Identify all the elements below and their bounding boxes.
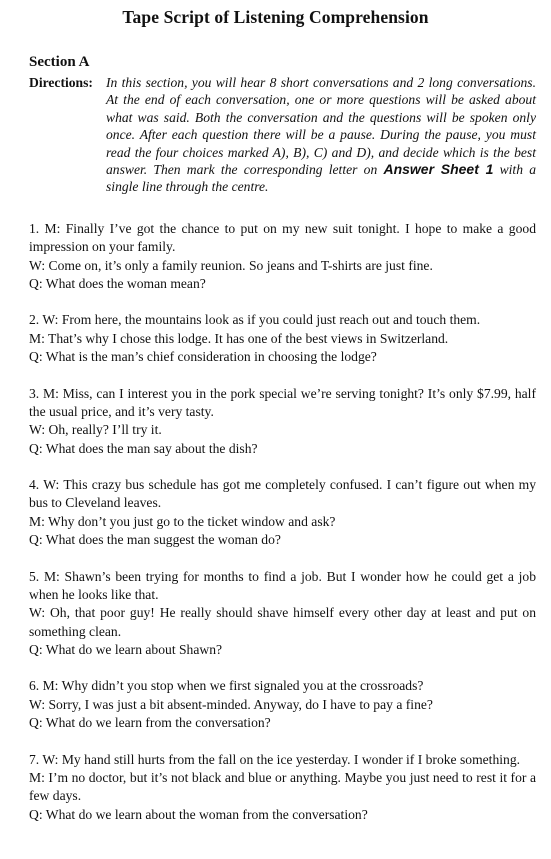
conversation-1 — [29, 220, 536, 293]
directions-text — [106, 74, 536, 196]
question-line: Q: What do we learn from the conversation? — [29, 715, 271, 731]
question-line: Q: What is the man’s chief consideration in choosing the lodge? — [29, 349, 377, 365]
answer-sheet-label: Answer Sheet 1 — [383, 161, 494, 178]
conversation-6 — [29, 677, 536, 732]
conversation-line: M: That’s why I chose this lodge. It has one of the best views in Switzerland. — [29, 330, 449, 346]
conversation-line: 6. M: Why didn’t you stop when we first signaled you at the crossroads? — [29, 678, 424, 694]
directions-text-part-1: In this section, you will hear 8 short conversations and 2 long conversations. At the end of each conversation, one or more questions will be asked about what was said. Both the conversation and the questions will be spoken only once. After each question there will be a pause. During the pause, you must read the four choices marked A), B), C) and D), and decide which is the best answer. Then mark the corresponding letter on — [106, 75, 536, 178]
directions-label: Directions: — [29, 75, 93, 90]
conversation-line: 3. M: Miss, can I interest you in the pork special we’re serving tonight? It’s only $7.99, half the usual price, and it’s very tasty. — [29, 385, 536, 419]
directions-block — [29, 74, 536, 196]
conversation-3 — [29, 385, 536, 458]
question-line: Q: What does the man say about the dish? — [29, 440, 258, 456]
conversation-line: 1. M: Finally I’ve got the chance to put on my new suit tonight. I hope to make a good impression on your family. — [29, 221, 536, 255]
conversation-4 — [29, 476, 536, 549]
conversation-2 — [29, 311, 536, 366]
conversation-list — [29, 220, 536, 842]
question-line: Q: What do we learn about Shawn? — [29, 641, 223, 657]
question-line: Q: What does the woman mean? — [29, 275, 206, 291]
directions-text-part-2: with a single line through the centre. — [106, 162, 536, 195]
conversation-line: M: I’m no doctor, but it’s not black and blue or anything. Maybe you just need to rest it for a few days. — [29, 769, 536, 804]
conversation-line: 2. W: From here, the mountains look as if you could just reach out and touch them. — [29, 312, 481, 328]
document-title: Tape Script of Listening Comprehension — [122, 7, 429, 27]
conversation-line: W: Oh, really? I’ll try it. — [29, 422, 162, 438]
section-heading: Section A — [29, 54, 90, 70]
conversation-line: W: Come on, it’s only a family reunion. So jeans and T-shirts are just fine. — [29, 257, 433, 273]
conversation-line: 7. W: My hand still hurts from the fall on the ice yesterday. I wonder if I broke something. — [29, 751, 521, 767]
conversation-7 — [29, 751, 536, 824]
question-line: Q: What do we learn about the woman from the conversation? — [29, 806, 368, 822]
conversation-5 — [29, 568, 536, 659]
conversation-line: 5. M: Shawn’s been trying for months to find a job. But I wonder how he could get a job when he looks like that. — [29, 568, 536, 602]
conversation-line: W: Oh, that poor guy! He really should shave himself every other day at least and put on something clean. — [29, 605, 536, 639]
conversation-line: 4. W: This crazy bus schedule has got me completely confused. I can’t figure out when my bus to Cleveland leaves. — [29, 477, 536, 511]
conversation-line: M: Why don’t you just go to the ticket window and ask? — [29, 513, 336, 529]
question-line: Q: What does the man suggest the woman do? — [29, 532, 281, 548]
conversation-line: W: Sorry, I was just a bit absent-minded. Anyway, do I have to pay a fine? — [29, 696, 433, 712]
